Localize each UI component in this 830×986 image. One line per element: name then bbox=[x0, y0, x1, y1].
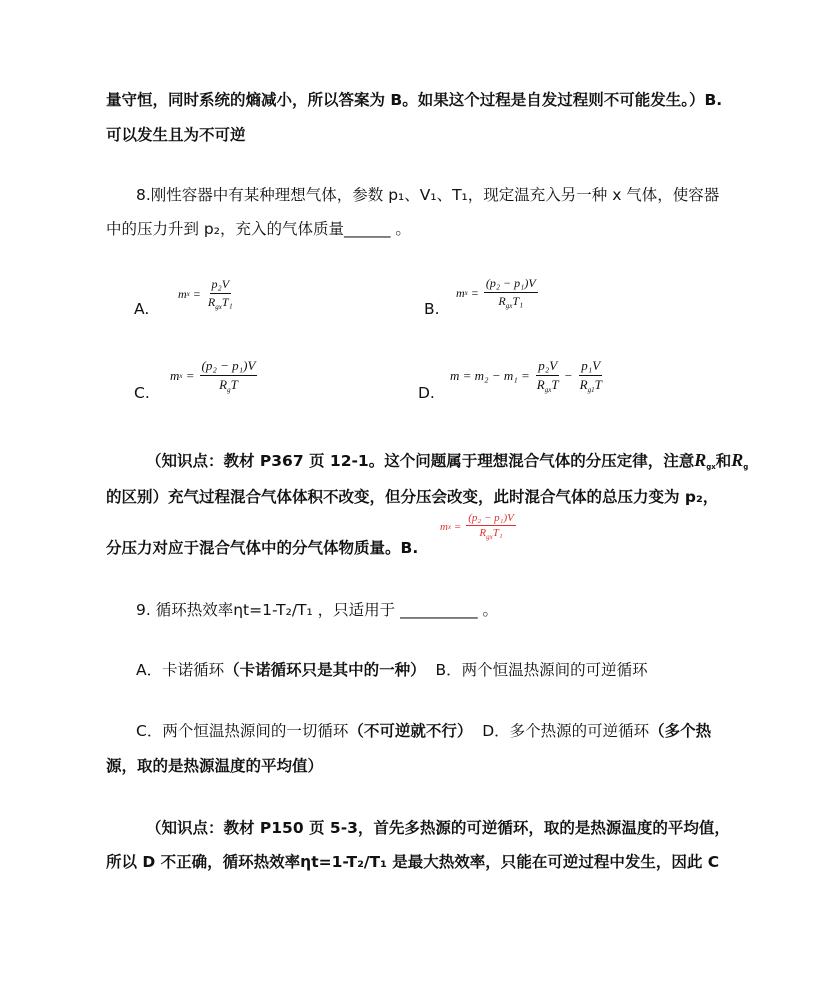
q8-option-a-label: A. bbox=[134, 300, 150, 318]
q8-stem-line-2: 中的压力升到 p₂，充入的气体质量______ 。 bbox=[106, 220, 411, 238]
q9-option-d-note: 源，取的是热源温度的平均值） bbox=[106, 757, 324, 775]
q9-note-line-1: （知识点：教材 P150 页 5-3，首先多热源的可逆循环，取的是热源温度的平均值， bbox=[146, 819, 730, 837]
q9-stem: 9. 循环热效率ηt=1-T₂/T₁ ，只适用于 __________ 。 bbox=[136, 601, 499, 619]
q8-note-line-3: 分压力对应于混合气体中的分气体物质量。B. bbox=[106, 539, 419, 557]
q8-note-line-1: （知识点：教材 P367 页 12-1。这个问题属于理想混合气体的分压定律，注意$R_{gx}$和$R_g$ bbox=[146, 450, 749, 471]
q8-option-c-formula: m x = $\frac{\text{(p₂ − p₁)V}}{R_gT}$ bbox=[170, 358, 256, 394]
q8-option-d-label: D. bbox=[418, 384, 435, 402]
q8-stem-line-1: 8.刚性容器中有某种理想气体，参数 p₁、V₁、T₁，现定温充入另一种 x 气体，使容器 bbox=[136, 186, 720, 204]
intro-line-2: 可以发生且为不可逆 bbox=[106, 126, 246, 144]
q9-note-line-2: 所以 D 不正确，循环热效率ηt=1-T₂/T₁ 是最大热效率，只能在可逆过程中发生，因此 C bbox=[106, 853, 720, 871]
q9-option-a: A．卡诺循环（卡诺循环只是其中的一种） B．两个恒温热源间的可逆循环 bbox=[136, 661, 648, 679]
q8-option-d-formula: m = m₂ − m₁ = $\frac{\text{p₂V}}{R_{gx}T}$ − $\frac{\text{p₁V}}{R_{g1}T}$ bbox=[450, 358, 602, 394]
q8-option-a-formula: m x = $\frac{\text{p₂V}}{R_{gx}T_1}$ bbox=[178, 277, 233, 311]
q8-option-b-label: B. bbox=[424, 300, 440, 318]
q8-note-line-2: 的区别）充气过程混合气体体积不改变，但分压会改变，此时混合气体的总压力变为 p₂， bbox=[106, 488, 719, 506]
q8-option-c-label: C. bbox=[134, 384, 150, 402]
q9-option-c: C．两个恒温热源间的一切循环（不可逆就不行） D．多个热源的可逆循环（多个热 bbox=[136, 722, 712, 740]
q8-option-b-formula: m x = $\frac{\text{(p₂ − p₁)V}}{R_{gx}T_1}$ bbox=[456, 276, 536, 310]
q8-note-formula: m x = $\frac{\text{(p₂ − p₁)V}}{R_{gx}T_1}$ bbox=[440, 512, 514, 541]
intro-line-1: 量守恒，同时系统的熵减小，所以答案为 B。如果这个过程是自发过程则不可能发生。）B. bbox=[106, 91, 723, 109]
